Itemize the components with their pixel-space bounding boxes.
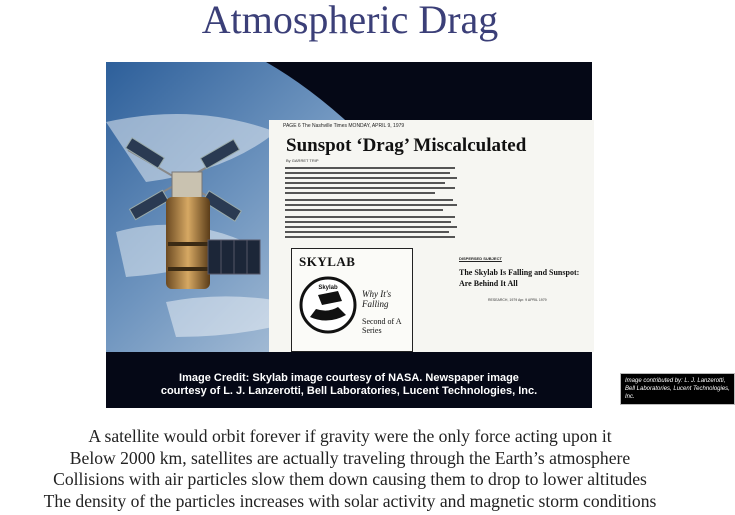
bullet-line: The density of the particles increases with solar activity and magnetic storm conditions [43,490,657,511]
newspaper-headline: Sunspot ‘Drag’ Miscalculated [286,135,527,156]
bullet-line: Below 2000 km, satellites are actually traveling through the Earth’s atmosphere [69,447,631,468]
image-credit [106,372,592,398]
slide-title: Atmospheric Drag [201,0,499,42]
why-falling-caption: Why It's Falling [362,289,392,309]
skylab-series-box [291,248,413,352]
contributor-text: Image contributed by: L. J. Lanzerotti, Bell Laboratories, Lucent Technologies, Inc. [625,378,730,400]
bullet-list [0,426,700,512]
newspaper-masthead: PAGE 6 The Nashville Times MONDAY, APRIL 9, 1979 [283,123,405,129]
side-story-dateline: RESEARCH, 1979 Apr. 9 APRIL 1979 [488,298,547,302]
skylab-emblem-icon [298,275,358,335]
side-story-tag: DISPERSED SUBJECT [459,256,502,261]
series-caption: Second of A Series [362,317,402,335]
image-credit-line-1: Image Credit: Skylab image courtesy of NASA. Newspaper image [179,372,519,384]
bullet-line: A satellite would orbit forever if gravity were the only force acting upon it [88,426,612,446]
newspaper-byline: By GARRET TRIP [286,158,319,163]
image-credit-line-2: courtesy of L. J. Lanzerotti, Bell Laboratories, Lucent Technologies, Inc. [160,385,538,397]
bullet-line: Collisions with air particles slow them down causing them to drop to lower altitudes [53,469,647,489]
newspaper-text-columns [283,165,463,247]
side-story-headline: The Skylab Is Falling and Sunspot: Are Behind It All [459,268,580,288]
skylab-box-title: SKYLAB [299,254,356,269]
contributor-box [620,373,735,405]
skylab-emblem-text: Skylab [318,285,338,291]
skylab-newspaper-image [106,62,730,408]
